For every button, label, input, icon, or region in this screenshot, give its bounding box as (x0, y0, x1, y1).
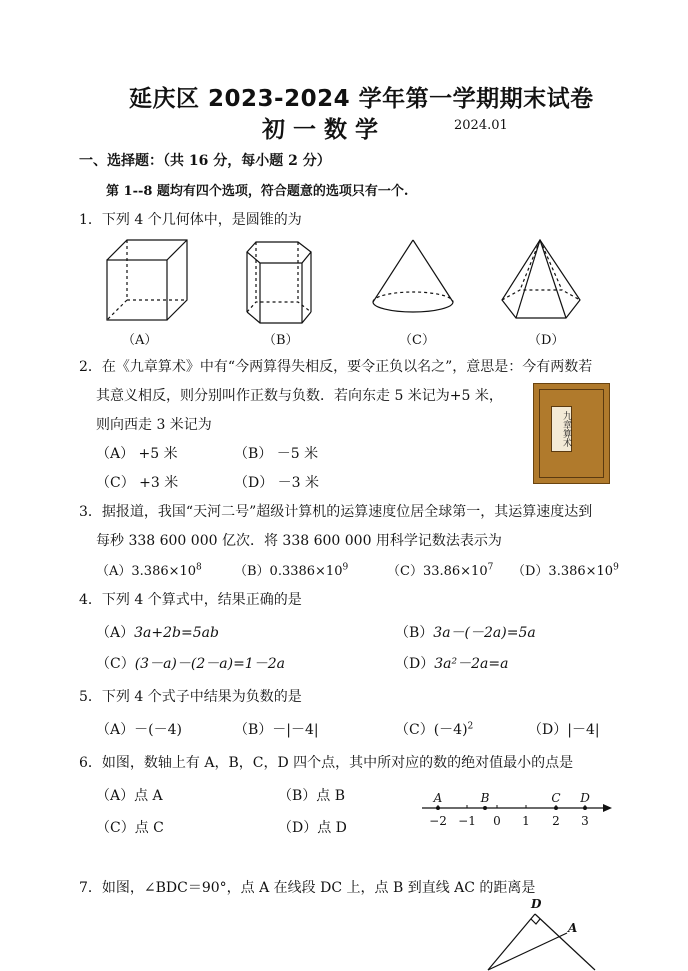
point-b (483, 806, 487, 810)
tick-label-neg2: −2 (429, 814, 447, 828)
tick-label-0: 0 (493, 814, 501, 828)
q7-stem: 7．如图，∠BDC＝90°，点 A 在线段 DC 上，点 B 到直线 AC 的距离是 (79, 880, 536, 896)
section-instruction: 第 1--8 题均有四个选项，符合题意的选项只有一个. (106, 184, 409, 199)
tick-label-3: 3 (581, 814, 589, 828)
q4-stem: 4．下列 4 个算式中，结果正确的是 (79, 592, 302, 608)
point-label-a: A (433, 791, 443, 805)
q2-line1: 2．在《九章算术》中有“今两算得失相反，要令正负以名之”，意思是：今有两数若 (79, 359, 593, 375)
q6-stem: 6．如图，数轴上有 A，B，C，D 四个点，其中所对应的数的绝对值最小的点是 (79, 755, 574, 771)
q4-option-b: （B）3a－(－2a)=5a (395, 625, 536, 641)
q2-line2: 其意义相反，则分别叫作正数与负数．若向东走 5 米记为+5 米， (96, 388, 503, 404)
q2-line3: 则向西走 3 米记为 (96, 417, 212, 433)
tick-label-1: 1 (522, 814, 530, 828)
q4-option-a: （A）3a+2b=5ab (96, 625, 219, 641)
q1-option-d: （D） (528, 333, 565, 348)
q3-option-d: $(D)3.386\times 10^9$ (512, 562, 619, 579)
point-label-d-triangle: D (531, 897, 542, 911)
exam-date: 2024.01 (454, 118, 508, 133)
q1-option-b: （B） (263, 333, 299, 348)
cube-figure (107, 240, 187, 320)
q2-option-d: （D） －3 米 (234, 475, 320, 491)
tick-label-neg1: −1 (458, 814, 476, 828)
subject-title: 初 一 数 学 (262, 117, 379, 143)
q3-line2: 每秒 338 600 000 亿次．将 338 600 000 用科学记数法表示为 (96, 533, 502, 549)
point-label-b: B (480, 791, 490, 805)
q1-solids-figure (0, 230, 688, 330)
point-label-a-triangle: A (568, 921, 578, 935)
point-label-d: D (580, 791, 590, 805)
q6-option-a: （A）点 A (96, 788, 163, 804)
q2-option-b: （B） －5 米 (234, 446, 319, 462)
q5-option-a: （A）－(－4) (96, 722, 182, 738)
book-title-label: 九章算术 (551, 406, 572, 452)
q2-option-c: （C） +3 米 (96, 475, 179, 491)
section-heading: 一、选择题：（共 16 分，每小题 2 分） (79, 153, 331, 169)
q4-option-d: （D）3a²－2a=a (395, 656, 509, 672)
point-label-c: C (551, 791, 561, 805)
point-c (554, 806, 558, 810)
cone-figure (373, 240, 453, 312)
q5-stem: 5．下列 4 个式子中结果为负数的是 (79, 689, 302, 705)
q2-option-a: （A） +5 米 (96, 446, 178, 462)
tick-label-2: 2 (552, 814, 560, 828)
point-a (436, 806, 440, 810)
q5-option-b: （B）－|－4| (234, 722, 319, 738)
q3-option-c: $(C)33.86\times 10^7$ (387, 562, 494, 579)
q6-option-c: （C）点 C (96, 820, 164, 836)
q3-option-b: $(B)0.3386\times 10^9$ (234, 562, 349, 579)
book-cover-image (533, 383, 610, 484)
q1-stem: 1．下列 4 个几何体中，是圆锥的为 (79, 212, 302, 228)
q6-option-b: （B）点 B (278, 788, 346, 804)
triangle-figure (470, 890, 620, 971)
number-line-figure (0, 785, 688, 835)
q3-line1: 3．据报道，我国“天河二号”超级计算机的运算速度位居全球第一，其运算速度达到 (79, 504, 593, 520)
point-d (583, 806, 587, 810)
q1-option-c: （C） (399, 333, 435, 348)
q5-option-c: $(C)(-4)^2$ (395, 721, 474, 738)
q6-option-d: （D）点 D (278, 820, 347, 836)
q3-option-a: $(A)3.386\times 10^8$ (96, 562, 202, 579)
exam-title: 延庆区 2023-2024 学年第一学期期末试卷 (129, 86, 594, 112)
q1-option-a: （A） (122, 333, 158, 348)
hex-prism-figure (247, 242, 311, 323)
q5-option-d: （D）|－4| (528, 722, 600, 738)
q4-option-c: （C）(3－a)－(2－a)=1－2a (96, 656, 285, 672)
number-line-arrow (603, 804, 612, 812)
pyramid-figure (502, 240, 580, 318)
